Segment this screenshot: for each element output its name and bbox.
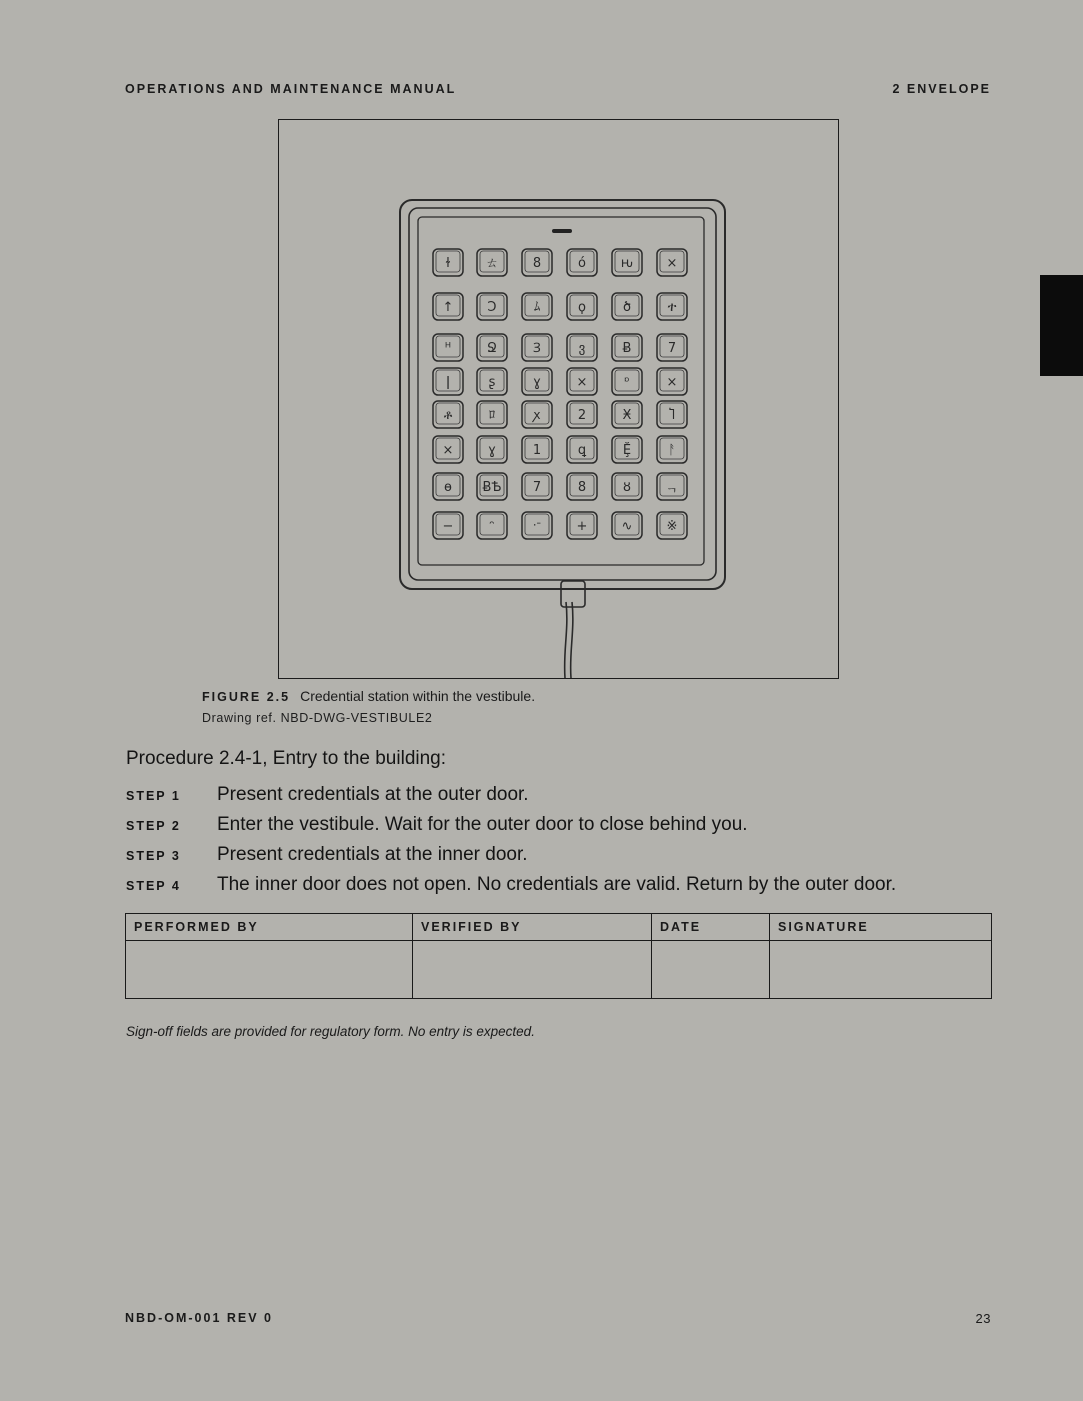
station-cable-connector [561, 581, 585, 607]
keypad-key [612, 436, 642, 463]
keypad-key [612, 334, 642, 361]
keypad-key-glyph: ∿ [621, 519, 633, 534]
keypad-key [433, 293, 463, 320]
keypad-key [657, 512, 687, 539]
keypad-key [433, 473, 463, 500]
keypad-key [477, 249, 507, 276]
keypad-key-glyph: ᶛ [624, 375, 630, 390]
keypad-key-glyph: + [576, 519, 588, 534]
keypad-key-glyph: ɣ [533, 375, 541, 390]
keypad-key-glyph: ɫ [445, 256, 451, 271]
step-label: STEP 2 [126, 819, 181, 833]
keypad-key [433, 401, 463, 428]
keypad-key-glyph: Ḝ [622, 443, 632, 458]
procedure-step-4 [126, 872, 1006, 902]
running-header-title: OPERATIONS AND MAINTENANCE MANUAL [125, 82, 457, 96]
keypad-key [567, 368, 597, 395]
keypad-key-glyph: × [576, 375, 588, 390]
keypad-key [612, 401, 642, 428]
figure-caption [202, 688, 535, 704]
keypad-key [612, 473, 642, 500]
keypad-key [522, 334, 552, 361]
keypad-key-glyph: ﾑ [533, 300, 541, 315]
keypad-key-glyph: Ջ [487, 341, 497, 356]
keypad-key [657, 293, 687, 320]
signoff-footnote: Sign-off fields are provided for regulatory form. No entry is expected. [126, 1024, 535, 1039]
keypad-key [612, 512, 642, 539]
keypad-key [433, 512, 463, 539]
keypad-key-glyph: ቶ [443, 408, 453, 423]
keypad-key [567, 473, 597, 500]
keypad-key-glyph: ɣ [488, 443, 496, 458]
figure-caption-text: Credential station within the vestibule. [300, 688, 536, 704]
procedure-title: Procedure 2.4-1, Entry to the building: [126, 748, 447, 769]
col-verified-by: VERIFIED BY [413, 914, 652, 941]
keypad-key [567, 436, 597, 463]
keypad-key [433, 249, 463, 276]
running-header-section: 2 ENVELOPE [892, 82, 991, 96]
figure-label: FIGURE 2.5 [202, 690, 291, 704]
keypad-key-glyph: ծ [622, 300, 632, 315]
step-text: Present credentials at the inner door. [217, 844, 528, 865]
keypad-key [477, 473, 507, 500]
keypad-key [433, 368, 463, 395]
keypad-key [612, 293, 642, 320]
keypad-key-glyph: 7 [667, 341, 677, 356]
keypad-key-glyph: ó [578, 256, 586, 271]
keypad-key [567, 249, 597, 276]
step-label: STEP 1 [126, 789, 181, 803]
date-cell[interactable] [652, 941, 770, 999]
keypad-key [657, 334, 687, 361]
keypad-key-glyph: Ͻ [487, 300, 497, 315]
keypad-key-glyph: 7 [532, 480, 542, 495]
procedure-step-3 [126, 842, 1006, 872]
document-number: NBD-OM-001 REV 0 [125, 1311, 273, 1325]
keypad-key [567, 293, 597, 320]
keypad-key-glyph: − [442, 519, 454, 534]
step-text: Enter the vestibule. Wait for the outer door to close behind you. [217, 814, 748, 835]
section-thumb-tab [1040, 275, 1083, 376]
keypad-key-glyph: ꭗ [533, 408, 541, 423]
keypad-key-glyph: ᆨ [665, 480, 679, 495]
keypad-key [657, 401, 687, 428]
figure-2-5-frame [278, 119, 839, 679]
keypad-key-glyph: 8 [532, 256, 542, 271]
keypad-key [477, 512, 507, 539]
keypad-key [522, 401, 552, 428]
keypad-key [657, 249, 687, 276]
keypad-key-glyph: ᵔ [489, 519, 495, 534]
keypad-key [477, 401, 507, 428]
keypad-key-glyph: ɃѢ [482, 480, 502, 495]
keypad-key [657, 368, 687, 395]
keypad-key [433, 436, 463, 463]
keypad-key-glyph: ᐧᐨ [532, 519, 542, 534]
figure-drawing-reference: Drawing ref. NBD-DWG-VESTIBULE2 [202, 711, 433, 725]
keypad-key-glyph: ᚨ [668, 443, 676, 458]
keypad-key-glyph: ԋ [620, 256, 634, 271]
procedure-step-2 [126, 812, 1006, 842]
keypad-key-glyph: Ɜ [533, 341, 541, 356]
col-performed-by: PERFORMED BY [126, 914, 413, 941]
keypad-key-glyph: 2 [577, 408, 587, 423]
keypad-key [477, 334, 507, 361]
step-label: STEP 3 [126, 849, 181, 863]
keypad-key-glyph: × [442, 443, 454, 458]
keypad-key-glyph: ↑ [442, 300, 454, 315]
keypad-key-glyph: × [666, 256, 678, 271]
keypad-key [522, 512, 552, 539]
page-number: 23 [975, 1311, 991, 1326]
keypad-key [522, 473, 552, 500]
keypad-key-glyph: 8 [577, 480, 587, 495]
keypad-key [612, 249, 642, 276]
col-date: DATE [652, 914, 770, 941]
keypad-key-glyph: ϙ [578, 300, 586, 315]
keypad-key-glyph: ※ [666, 519, 678, 534]
keypad-key [522, 436, 552, 463]
keypad-key-glyph: ვ [578, 341, 586, 356]
keypad-key-glyph: ɵ [444, 480, 452, 495]
keypad-key [657, 473, 687, 500]
keypad-key [477, 436, 507, 463]
keypad-key [477, 293, 507, 320]
keypad-key-glyph: ᴴ [444, 341, 452, 356]
keypad-key-glyph: × [666, 375, 678, 390]
credential-station-drawing [279, 120, 838, 678]
col-signature: SIGNATURE [770, 914, 992, 941]
keypad-key [522, 293, 552, 320]
keypad-key [657, 436, 687, 463]
keypad-key-glyph: Ӿ [622, 408, 632, 423]
keypad-key-glyph: ㄊ [485, 256, 499, 271]
keypad-key [567, 512, 597, 539]
verified-by-cell[interactable] [413, 941, 652, 999]
step-text: Present credentials at the outer door. [217, 784, 529, 805]
keypad-key-glyph: ǀ [446, 375, 450, 390]
keypad-key-glyph: ȣ [623, 480, 631, 495]
keypad-key [522, 368, 552, 395]
keypad-key [567, 401, 597, 428]
signoff-table [125, 913, 992, 999]
keypad-key [522, 249, 552, 276]
station-indicator-slot [552, 229, 572, 233]
performed-by-cell[interactable] [126, 941, 413, 999]
keypad-key-glyph: Ƀ [622, 341, 632, 356]
keypad-key-glyph: ʂ [488, 375, 496, 390]
procedure-steps [126, 782, 1006, 902]
keypad-key [477, 368, 507, 395]
signoff-header-row [126, 914, 992, 941]
station-cable [565, 602, 573, 678]
signoff-entry-row [126, 941, 992, 999]
step-text: The inner door does not open. No credentials are valid. Return by the outer door. [217, 874, 897, 895]
keypad-key-glyph: ꝗ [577, 443, 587, 458]
procedure-step-1 [126, 782, 1006, 812]
keypad-key [567, 334, 597, 361]
keypad-key-glyph: ተ [667, 300, 677, 315]
keypad-key [612, 368, 642, 395]
signature-cell[interactable] [770, 941, 992, 999]
keypad-key-glyph: 1 [532, 443, 542, 458]
keypad-key [433, 334, 463, 361]
keypad-key-glyph: ﾛ [488, 408, 496, 423]
keypad-key-glyph: Ⴈ [669, 408, 675, 423]
step-label: STEP 4 [126, 879, 181, 893]
